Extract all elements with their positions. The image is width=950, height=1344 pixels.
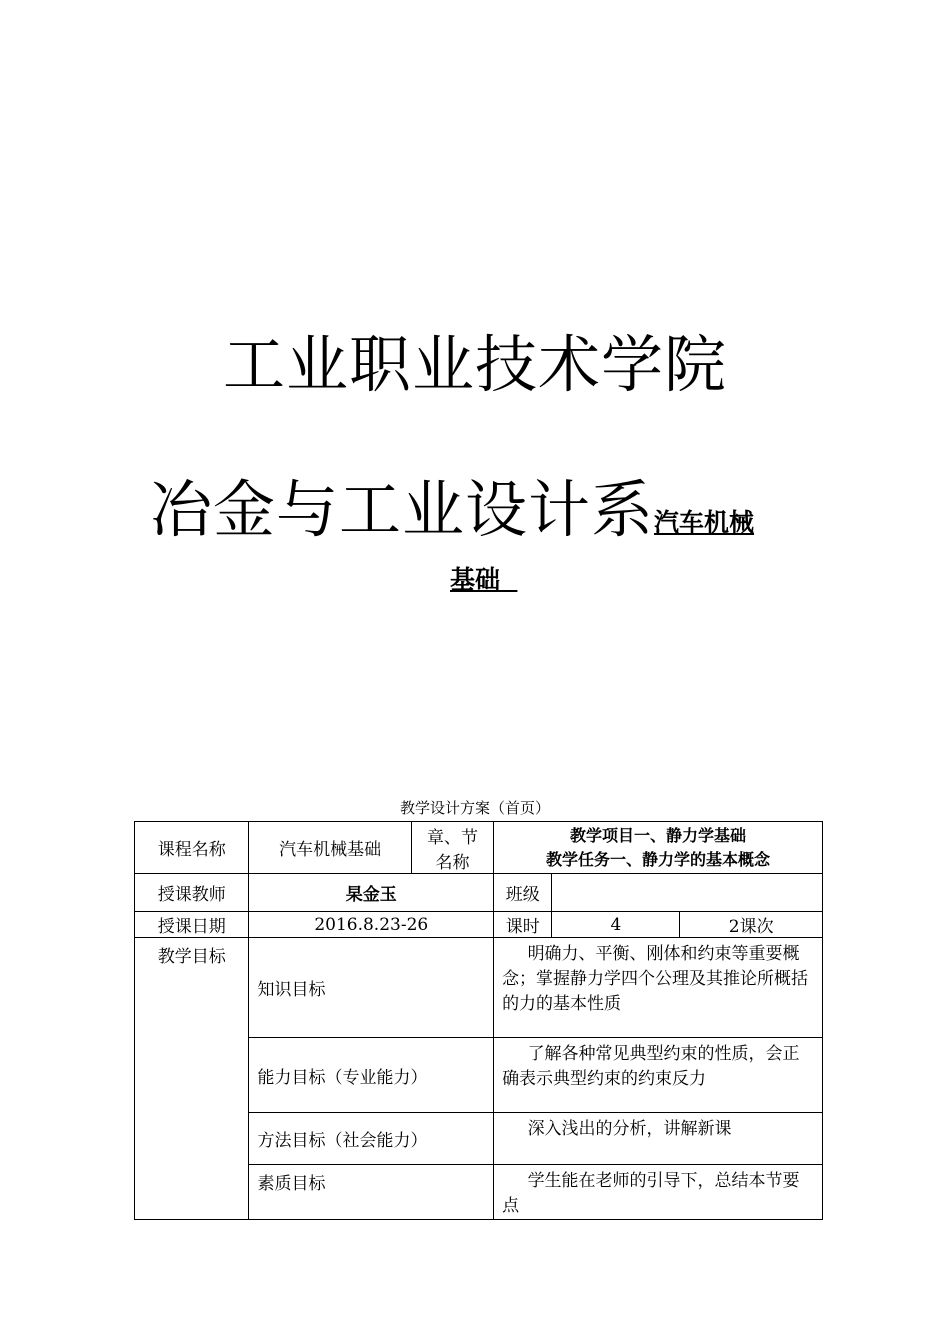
date-label: 授课日期 [135, 912, 249, 938]
objective-text: 学生能在老师的引导下，总结本节要点 [494, 1165, 823, 1220]
course-name-part1: 汽车机械 [654, 508, 755, 537]
plan-caption: 教学设计方案（首页） [399, 799, 550, 817]
department-title [150, 470, 754, 566]
sessions-value: 2课次 [680, 912, 823, 938]
department-name: 冶金与工业设计系 [150, 473, 655, 546]
chapter-line-2: 教学任务一、静力学的基本概念 [546, 849, 771, 869]
class-label: 班级 [494, 874, 552, 912]
class-value [552, 874, 823, 912]
objective-label: 能力目标（专业能力） [249, 1038, 494, 1113]
table-row [135, 912, 823, 938]
table-row [135, 938, 823, 1038]
objective-text: 明确力、平衡、刚体和约束等重要概念；掌握静力学四个公理及其推论所概括的力的基本性质 [494, 938, 823, 1038]
objective-label: 方法目标（社会能力） [249, 1113, 494, 1165]
teacher-value: 杲金玉 [249, 874, 494, 912]
chapter-line-1: 教学项目一、静力学基础 [570, 825, 747, 845]
objective-text: 了解各种常见典型约束的性质，会正确表示典型约束的约束反力 [494, 1038, 823, 1113]
hours-value: 4 [552, 912, 680, 938]
objective-label: 素质目标 [249, 1165, 494, 1220]
course-value: 汽车机械基础 [249, 822, 411, 874]
chapter-value [494, 822, 823, 874]
hours-label: 课时 [494, 912, 552, 938]
table-row [135, 874, 823, 912]
course-name-part2: 基础 [450, 565, 518, 594]
course-label: 课程名称 [135, 822, 249, 874]
teacher-label: 授课教师 [135, 874, 249, 912]
objectives-label: 教学目标 [135, 938, 249, 1220]
institute-title: 工业职业技术学院 [222, 328, 727, 401]
teaching-plan-table [134, 821, 823, 1220]
chapter-label: 章、节名称 [411, 822, 493, 874]
date-value: 2016.8.23-26 [249, 912, 494, 938]
table-row [135, 822, 823, 874]
objective-text: 深入浅出的分析，讲解新课 [494, 1113, 823, 1165]
objective-label: 知识目标 [249, 938, 494, 1038]
